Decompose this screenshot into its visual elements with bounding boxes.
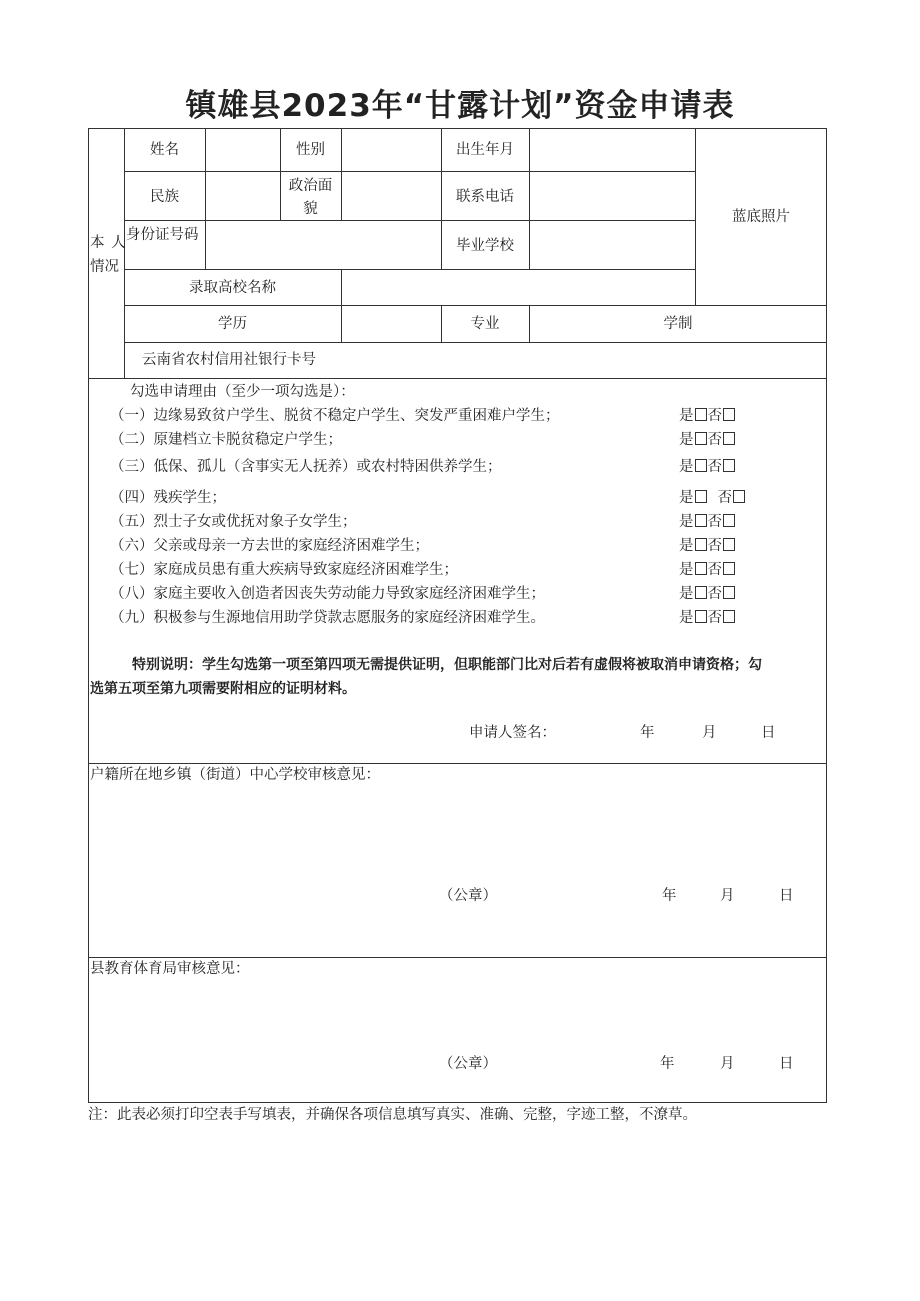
- yes-no-choice: [679, 537, 736, 555]
- yes-no-choice: [679, 431, 736, 449]
- school-field[interactable]: [530, 221, 695, 269]
- date-month-label: 月: [720, 888, 735, 904]
- date-day-label: 日: [779, 888, 794, 904]
- form-title: 镇雄县2023年“甘露计划”资金申请表: [185, 88, 735, 124]
- yes-no-choice: [679, 458, 736, 476]
- yes-checkbox[interactable]: [695, 610, 707, 623]
- reason-item: （二）原建档立卡脱贫稳定户学生；: [110, 432, 342, 448]
- political-field[interactable]: [342, 172, 441, 220]
- photo-area[interactable]: [696, 129, 826, 305]
- yes-label: 是: [679, 610, 694, 626]
- yes-label: 是: [679, 490, 694, 506]
- college-field[interactable]: [342, 270, 695, 305]
- reason-item: （五）烈士子女或优抚对象子女学生；: [110, 514, 357, 530]
- no-label: 否: [707, 538, 722, 554]
- yes-checkbox[interactable]: [695, 586, 707, 599]
- special-note: 特别说明：学生勾选第一项至第四项无需提供证明，但职能部门比对后若有虚假将被取消申请资格；勾: [132, 657, 762, 673]
- date-year-label: 年: [660, 1056, 675, 1072]
- bank-label: 云南省农村信用社银行卡号: [142, 352, 316, 368]
- no-checkbox[interactable]: [723, 610, 735, 623]
- grid-line: [124, 305, 827, 306]
- county-review-label: 县教育体育局审核意见：: [90, 961, 250, 977]
- duration-label: 学制: [663, 316, 693, 332]
- no-checkbox[interactable]: [723, 514, 735, 527]
- id-label: 身份证号码: [126, 227, 199, 243]
- grid-line: [124, 128, 125, 378]
- yes-checkbox[interactable]: [695, 514, 707, 527]
- section-label: 本 人: [90, 235, 127, 251]
- yes-checkbox[interactable]: [695, 432, 707, 445]
- grid-line: [88, 378, 827, 379]
- yes-no-choice: [679, 489, 746, 507]
- signature-field[interactable]: [555, 720, 630, 746]
- seal-label: （公章）: [439, 1056, 497, 1072]
- photo-label: 蓝底照片: [732, 209, 790, 225]
- no-checkbox[interactable]: [723, 586, 735, 599]
- township-review-field[interactable]: [89, 790, 826, 880]
- yes-no-choice: [679, 561, 736, 579]
- political-label: 貌: [303, 201, 318, 217]
- no-label: 否: [707, 562, 722, 578]
- no-label: 否: [717, 490, 732, 506]
- phone-label: 联系电话: [456, 189, 514, 205]
- gender-label: 性别: [296, 142, 325, 158]
- county-review-field[interactable]: [89, 984, 826, 1049]
- id-field[interactable]: [206, 221, 441, 269]
- name-label: 姓名: [150, 142, 179, 158]
- yes-label: 是: [679, 586, 694, 602]
- grid-line: [88, 957, 827, 958]
- yes-no-choice: [679, 609, 736, 627]
- no-label: 否: [707, 459, 722, 475]
- no-checkbox[interactable]: [723, 562, 735, 575]
- yes-label: 是: [679, 538, 694, 554]
- yes-checkbox[interactable]: [695, 490, 707, 503]
- signature-label: 申请人签名：: [469, 725, 556, 741]
- date-year-label: 年: [640, 725, 655, 741]
- reason-item: （八）家庭主要收入创造者因丧失劳动能力导致家庭经济困难学生；: [110, 586, 545, 602]
- no-label: 否: [707, 586, 722, 602]
- yes-no-choice: [679, 585, 736, 603]
- birth-label: 出生年月: [456, 142, 514, 158]
- birth-field[interactable]: [530, 129, 695, 171]
- school-label: 毕业学校: [456, 238, 514, 254]
- education-field[interactable]: [342, 306, 441, 342]
- reason-item: （一）边缘易致贫户学生、脱贫不稳定户学生、突发严重困难户学生；: [110, 408, 560, 424]
- education-label: 学历: [218, 316, 247, 332]
- political-label: 政治面: [288, 178, 333, 194]
- ethnicity-label: 民族: [150, 189, 179, 205]
- grid-line: [88, 763, 827, 764]
- yes-label: 是: [679, 408, 694, 424]
- special-note: 选第五项至第九项需要附相应的证明材料。: [90, 681, 356, 697]
- date-month-label: 月: [702, 725, 717, 741]
- no-checkbox[interactable]: [723, 459, 735, 472]
- yes-label: 是: [679, 514, 694, 530]
- yes-no-choice: [679, 407, 736, 425]
- no-checkbox[interactable]: [733, 490, 745, 503]
- yes-checkbox[interactable]: [695, 408, 707, 421]
- college-label: 录取高校名称: [189, 280, 276, 296]
- no-checkbox[interactable]: [723, 408, 735, 421]
- reason-item: （四）残疾学生；: [110, 490, 226, 506]
- gender-field[interactable]: [342, 129, 441, 171]
- date-month-label: 月: [720, 1056, 735, 1072]
- date-day-label: 日: [761, 725, 776, 741]
- no-label: 否: [707, 432, 722, 448]
- seal-label: （公章）: [439, 888, 497, 904]
- reasons-intro: 勾选申请理由（至少一项勾选是）：: [130, 384, 355, 400]
- phone-field[interactable]: [530, 172, 695, 220]
- no-label: 否: [707, 514, 722, 530]
- no-label: 否: [707, 610, 722, 626]
- date-year-label: 年: [662, 888, 677, 904]
- reason-item: （六）父亲或母亲一方去世的家庭经济困难学生；: [110, 538, 429, 554]
- reason-item: （九）积极参与生源地信用助学贷款志愿服务的家庭经济困难学生。: [110, 610, 545, 626]
- yes-label: 是: [679, 459, 694, 475]
- yes-no-choice: [679, 513, 736, 531]
- yes-checkbox[interactable]: [695, 459, 707, 472]
- yes-label: 是: [679, 432, 694, 448]
- bank-field[interactable]: [342, 343, 827, 378]
- footnote: 注：此表必须打印空表手写填表，并确保各项信息填写真实、准确、完整，字迹工整，不潦草。: [88, 1107, 697, 1123]
- ethnicity-field[interactable]: [206, 172, 280, 220]
- section-label: 情况: [90, 259, 119, 275]
- township-review-label: 户籍所在地乡镇（街道）中心学校审核意见：: [90, 767, 380, 783]
- no-label: 否: [707, 408, 722, 424]
- reason-item: （七）家庭成员患有重大疾病导致家庭经济困难学生；: [110, 562, 458, 578]
- major-label: 专业: [470, 316, 500, 332]
- yes-checkbox[interactable]: [695, 562, 707, 575]
- yes-label: 是: [679, 562, 694, 578]
- yes-checkbox[interactable]: [695, 538, 707, 551]
- name-field[interactable]: [206, 129, 280, 171]
- no-checkbox[interactable]: [723, 538, 735, 551]
- no-checkbox[interactable]: [723, 432, 735, 445]
- reason-item: （三）低保、孤儿（含事实无人抚养）或农村特困供养学生；: [110, 459, 502, 475]
- date-day-label: 日: [779, 1056, 794, 1072]
